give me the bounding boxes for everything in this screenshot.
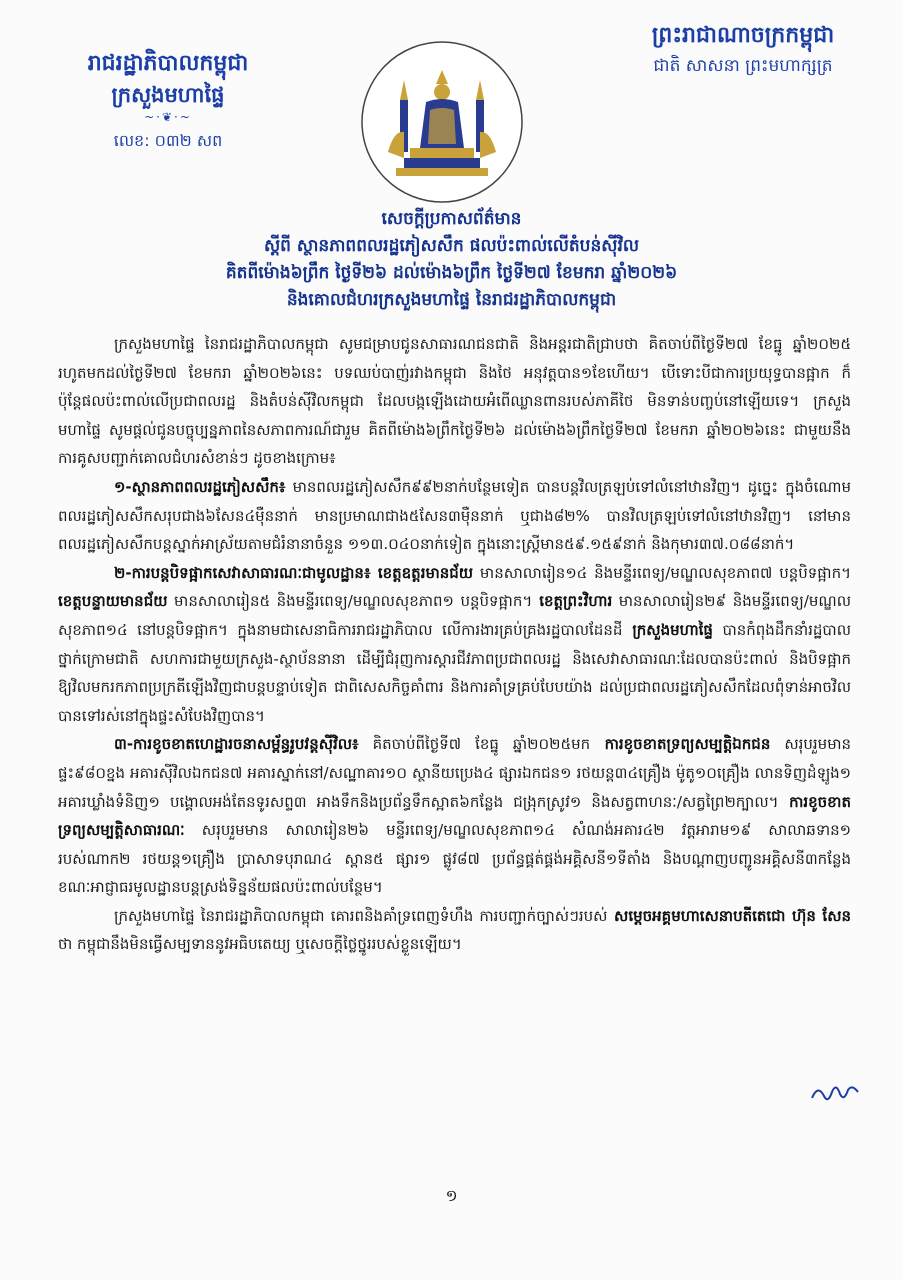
section-2-text-3: មានសាលារៀន២៩ និងមន្ទីរពេទ្យ/មណ្ឌលសុខភាព១៤ នៅបន្តបិទផ្អាក។ ក្នុងនាមជាសេនាធិការរាជរដ្ឋាភិបាល លើការងារគ្រប់គ្រងរដ្ឋបាលដែនដី [58, 592, 851, 639]
page-number: ១ [445, 1186, 458, 1205]
title-line-3: គិតពីម៉ោង៦ព្រឹក ថ្ងៃទី២៦ ដល់ម៉ោង៦ព្រឹក ថ្ងៃទី២៧ ខែមករា ឆ្នាំ២០២៦ [225, 263, 678, 283]
closing-text-1: ក្រសួងមហាផ្ទៃ នៃរាជរដ្ឋាភិបាលកម្ពុជា គោរពនិងគាំទ្រពេញទំហឹង ការបញ្ជាក់ច្បាស់ៗរបស់ [114, 906, 608, 925]
title-line-4: និងគោលជំហរក្រសួងមហាផ្ទៃ នៃរាជរដ្ឋាភិបាលកម្ពុជា [286, 290, 617, 310]
kingdom-name: ព្រះរាជាណាចក្រកម្ពុជា [651, 23, 835, 48]
intro-paragraph: ក្រសួងមហាផ្ទៃ នៃរាជរដ្ឋាភិបាលកម្ពុជា សូមជម្រាបជូនសាធារណជនជាតិ និងអន្តរជាតិជ្រាបថា គិតចាប់ពីថ្ងៃទី២៧ ខែធ្នូ ឆ្នាំ២០២៥ រហូតមកដល់ថ្ងៃទី២៧ ខែមករា ឆ្នាំ២០២៦នេះ បទឈប់បាញ់រវាងកម្ពុជា និងថៃ អនុវត្តបាន១ខែហើយ។ បើទោះបីជាការប្រយុទ្ធបានផ្អាក ក៏ប៉ុន្តែផលប៉ះពាល់លើប្រជាពលរដ្ឋ និងតំបន់ស៊ីវិលកម្ពុជា ដែលបង្កឡើងដោយអំពើឈ្លានពានរបស់ភាគីថៃ មិនទាន់បញ្ចប់នៅឡើយទេ។ ក្រសួងមហាផ្ទៃ សូមផ្តល់ជូនបច្ចុប្បន្នភាពនៃសភាពការណ៍ជារួម គិតពីម៉ោង៦ព្រឹកថ្ងៃទី២៦ ដល់ម៉ោង៦ព្រឹកថ្ងៃទី២៧ ខែមករា ឆ្នាំ២០២៦នេះ ជាមួយនឹងការគូសបញ្ជាក់គោលជំហរសំខាន់ៗ ដូចខាងក្រោម៖ [58, 335, 851, 468]
document-titles [60, 206, 843, 314]
initials-signature-icon [810, 1080, 860, 1106]
government-name: រាជរដ្ឋាភិបាលកម្ពុជា [87, 51, 249, 76]
title-line-1: សេចក្តីប្រកាសព័ត៌មាន [381, 209, 522, 229]
province-oddar-meanchey: ខេត្តឧត្តរមានជ័យ [370, 563, 474, 582]
section-3-text-1: គិតចាប់ពីថ្ងៃទី៧ ខែធ្នូ ឆ្នាំ២០២៥មក [358, 735, 591, 754]
province-banteay-meanchey: ខេត្តបន្ទាយមានជ័យ [58, 592, 168, 611]
kingdom-header [613, 20, 873, 80]
section-3-title: ៣-ការខូចខាតហេដ្ឋារចនាសម្ព័ន្ធរូបវន្តស៊ីវិល៖ [114, 735, 359, 754]
section-2-text-2: មានសាលារៀន៥ និងមន្ទីរពេទ្យ/មណ្ឌលសុខភាព១ បន្តបិទផ្អាក។ [167, 592, 533, 611]
section-2-text-4: បានកំពុងដឹកនាំរដ្ឋបាលថ្នាក់ក្រោមជាតិ សហការជាមួយក្រសួង-ស្ថាប័ននានា ដើម្បីជំរុញការស្តារជីវភាពប្រជាពលរដ្ឋ និងសេវាសាធារណៈដែលបានប៉ះពាល់ និងបិទផ្អាក ឱ្យវិលមករកភាពប្រក្រតីឡើងវិញជាបន្តបន្ទាប់ទៀត ជាពិសេសកិច្ចគាំពារ និងការគាំទ្រគ្រប់បែបយ៉ាង ដល់ប្រជាពលរដ្ឋភៀសសឹកដែលពុំទាន់អាចវិលបានទៅរស់នៅក្នុងផ្ទះសំបែងវិញបាន។ [58, 620, 851, 725]
section-2-text-1: មានសាលារៀន១៤ និងមន្ទីរពេទ្យ/មណ្ឌលសុខភាព៧ បន្តបិទផ្អាក។ [473, 563, 851, 582]
royal-emblem-icon [360, 40, 524, 204]
section-2-paragraph [58, 559, 851, 731]
section-3-paragraph [58, 730, 851, 902]
ornament-divider: ~·❦·~ [144, 110, 192, 124]
section-2-title: ២-ការបន្តបិទផ្អាកសេវាសាធារណៈជាមូលដ្ឋាន៖ [114, 563, 371, 582]
ministry-name: ក្រសួងមហាផ្ទៃ [111, 83, 225, 107]
reference-number: លេខ: ០៣២ សព [113, 131, 223, 150]
section-1-paragraph [58, 473, 851, 559]
private-damage-heading: ការខូចខាតទ្រព្យសម្បត្តិឯកជន [590, 735, 771, 754]
province-preah-vihear: ខេត្តព្រះវិហារ [532, 592, 613, 611]
national-motto: ជាតិ សាសនា ព្រះមហាក្សត្រ [653, 56, 833, 76]
title-line-2: ស្តីពី ស្ថានភាពពលរដ្ឋភៀសសឹក ផលប៉ះពាល់លើតំបន់ស៊ីវិល [263, 236, 640, 256]
closing-honorific: សម្តេចអគ្គមហាសេនាបតីតេជោ ហ៊ុន សែន [607, 906, 851, 925]
public-damage-heading: ការខូចខាតទ្រព្យសម្បត្តិសាធារណៈ [58, 792, 851, 840]
section-1-text: មានពលរដ្ឋភៀសសឹក៩៩២នាក់បន្ថែមទៀត បានបន្តវិលត្រឡប់ទៅលំនៅឋានវិញ។ ដូច្នេះ ក្នុងចំណោមពលរដ្ឋភៀសសឹកសរុបជាង៦សែន៤ម៉ឺននាក់ មានប្រមាណជាង៥សែន៣ម៉ឺននាក់ ឬជាង៨២% បានវិលត្រឡប់ទៅលំនៅឋានវិញ។ នៅមានពលរដ្ឋភៀសសឹកបន្តស្នាក់អាស្រ័យតាមជំរំនានាចំនួន ១១៣.០៤០នាក់ទៀត ក្នុងនោះស្ត្រីមាន៥៩.១៥៩នាក់ និងកុមារ៣៧.០៨៨នាក់។ [58, 477, 851, 554]
ministry-mention: ក្រសួងមហាផ្ទៃ [622, 620, 713, 639]
section-3-text-2: សរុបរួមមាន ផ្ទះ៩៨០ខ្នង អគារស៊ីវិលឯកជន៧ អគារស្នាក់នៅ/សណ្ឋាគារ១០ ស្ថានីយប្រេង៤ ផ្សារឯកជន១ រថយន្ត៣៤គ្រឿង ម៉ូតូ១០គ្រឿង លានទិញដំឡូង១ អគារឃ្លាំងទំនិញ១ បង្គោលអង់តែនទូរសព្ទ៣ អាងទឹកនិងប្រព័ន្ធទឹកស្អាត៦កន្លែង ជង្រុកស្រូវ១ និងសត្វពាហនៈ/សត្វព្រៃ២ក្បាល។ [58, 735, 851, 811]
closing-text-2: ថា កម្ពុជានឹងមិនធ្វើសម្បទាននូវអធិបតេយ្យ ឬសេចក្តីថ្លៃថ្នូររបស់ខ្លួនឡើយ។ [58, 935, 462, 954]
section-3-text-3: សរុបរួមមាន សាលារៀន២៦ មន្ទីរពេទ្យ/មណ្ឌលសុខភាព១៤ សំណង់អគារ៤២ វត្តអារាម១៩ សាលាឆទាន១ របស់ណាក២ រថយន្ត១គ្រឿង ប្រាសាទបុរាណ៤ ស្ពាន៥ ផ្សារ១ ផ្លូវ៨៧ ប្រព័ន្ធផ្គត់ផ្គង់អគ្គិសនី១ទីតាំង និងបណ្តាញបញ្ជូនអគ្គិសនី៣កន្លែង ខណៈអាជ្ញាធរមូលដ្ឋានបន្តស្រង់ទិន្នន័យផលប៉ះពាល់បន្ថែម។ [58, 821, 851, 897]
ministry-header [58, 48, 278, 152]
document-body [58, 330, 851, 1120]
closing-paragraph [58, 902, 851, 959]
section-1-title: ១-ស្ថានភាពពលរដ្ឋភៀសសឹក៖ [114, 477, 286, 496]
